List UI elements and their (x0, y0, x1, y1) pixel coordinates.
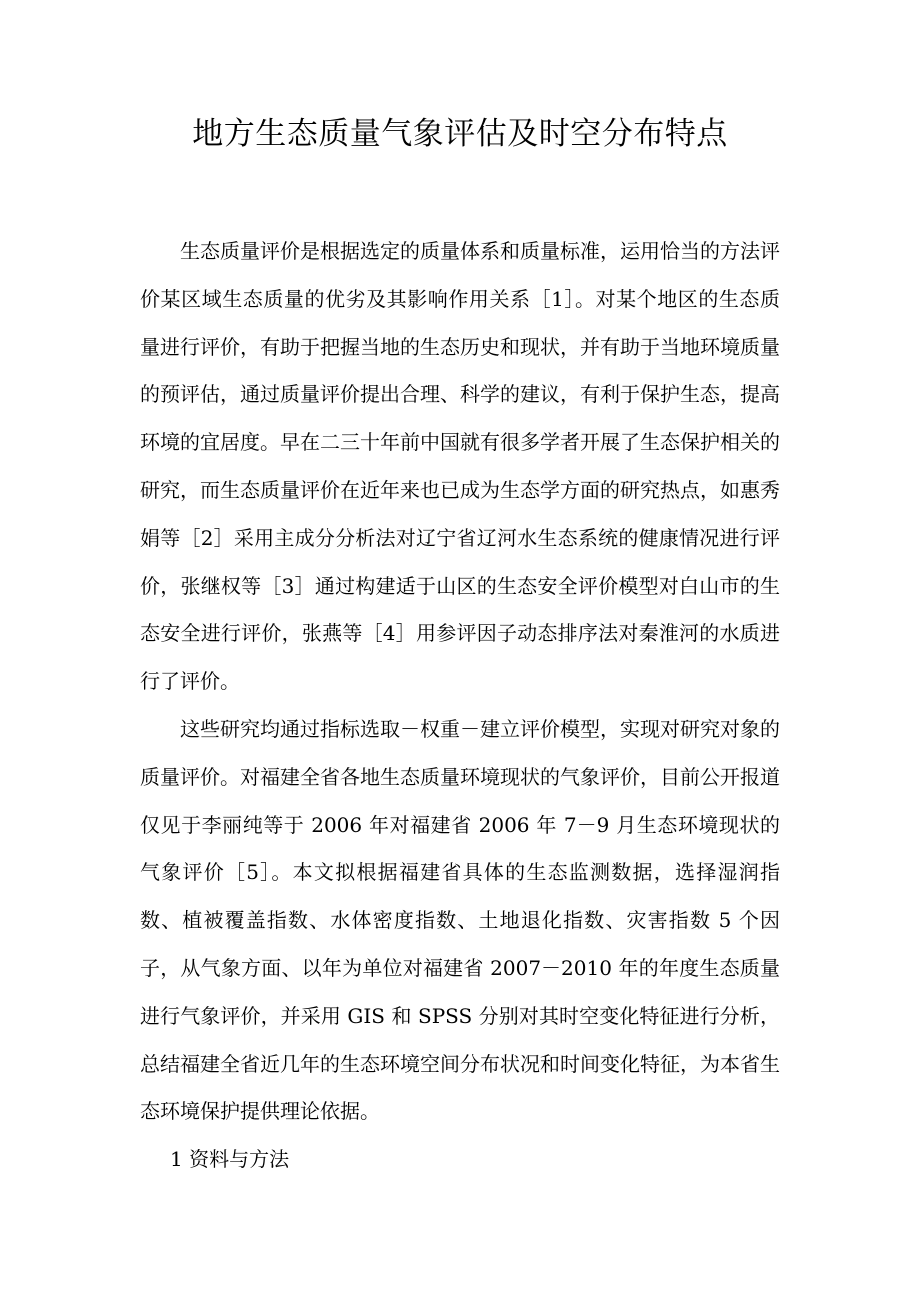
document-body (140, 228, 780, 1184)
document-title: 地方生态质量气象评估及时空分布特点 (192, 116, 728, 152)
paragraph-research-summary: 这些研究均通过指标选取－权重－建立评价模型，实现对研究对象的质量评价。对福建全省各地生态质量环境现状的气象评价，目前公开报道仅见于李丽纯等于 2006 年对福建省 2006 年 7－9 月生态环境现状的气象评价［5］。本文拟根据福建省具体的生态监测数据，选择湿润指数、植被覆盖指数、水体密度指数、土地退化指数、灾害指数 5 个因子，从气象方面、以年为单位对福建省 2007－2010 年的年度生态质量进行气象评价，并采用 GIS 和 SPSS 分别对其时空变化特征进行分析，总结福建全省近几年的生态环境空间分布状况和时间变化特征，为本省生态环境保护提供理论依据。 (140, 716, 780, 1124)
section-heading: 1 资料与方法 (170, 1147, 290, 1172)
paragraph-intro: 生态质量评价是根据选定的质量体系和质量标准，运用恰当的方法评价某区域生态质量的优劣及其影响作用关系［1］。对某个地区的生态质量进行评价，有助于把握当地的生态历史和现状，并有助于当地环境质量的预评估，通过质量评价提出合理、科学的建议，有利于保护生态，提高环境的宜居度。早在二三十年前中国就有很多学者开展了生态保护相关的研究，而生态质量评价在近年来也已成为生态学方面的研究热点，如惠秀娟等［2］采用主成分分析法对辽宁省辽河水生态系统的健康情况进行评价，张继权等［3］通过构建适于山区的生态安全评价模型对白山市的生态安全进行评价，张燕等［4］用参评因子动态排序法对秦淮河的水质进行了评价。 (140, 239, 780, 694)
